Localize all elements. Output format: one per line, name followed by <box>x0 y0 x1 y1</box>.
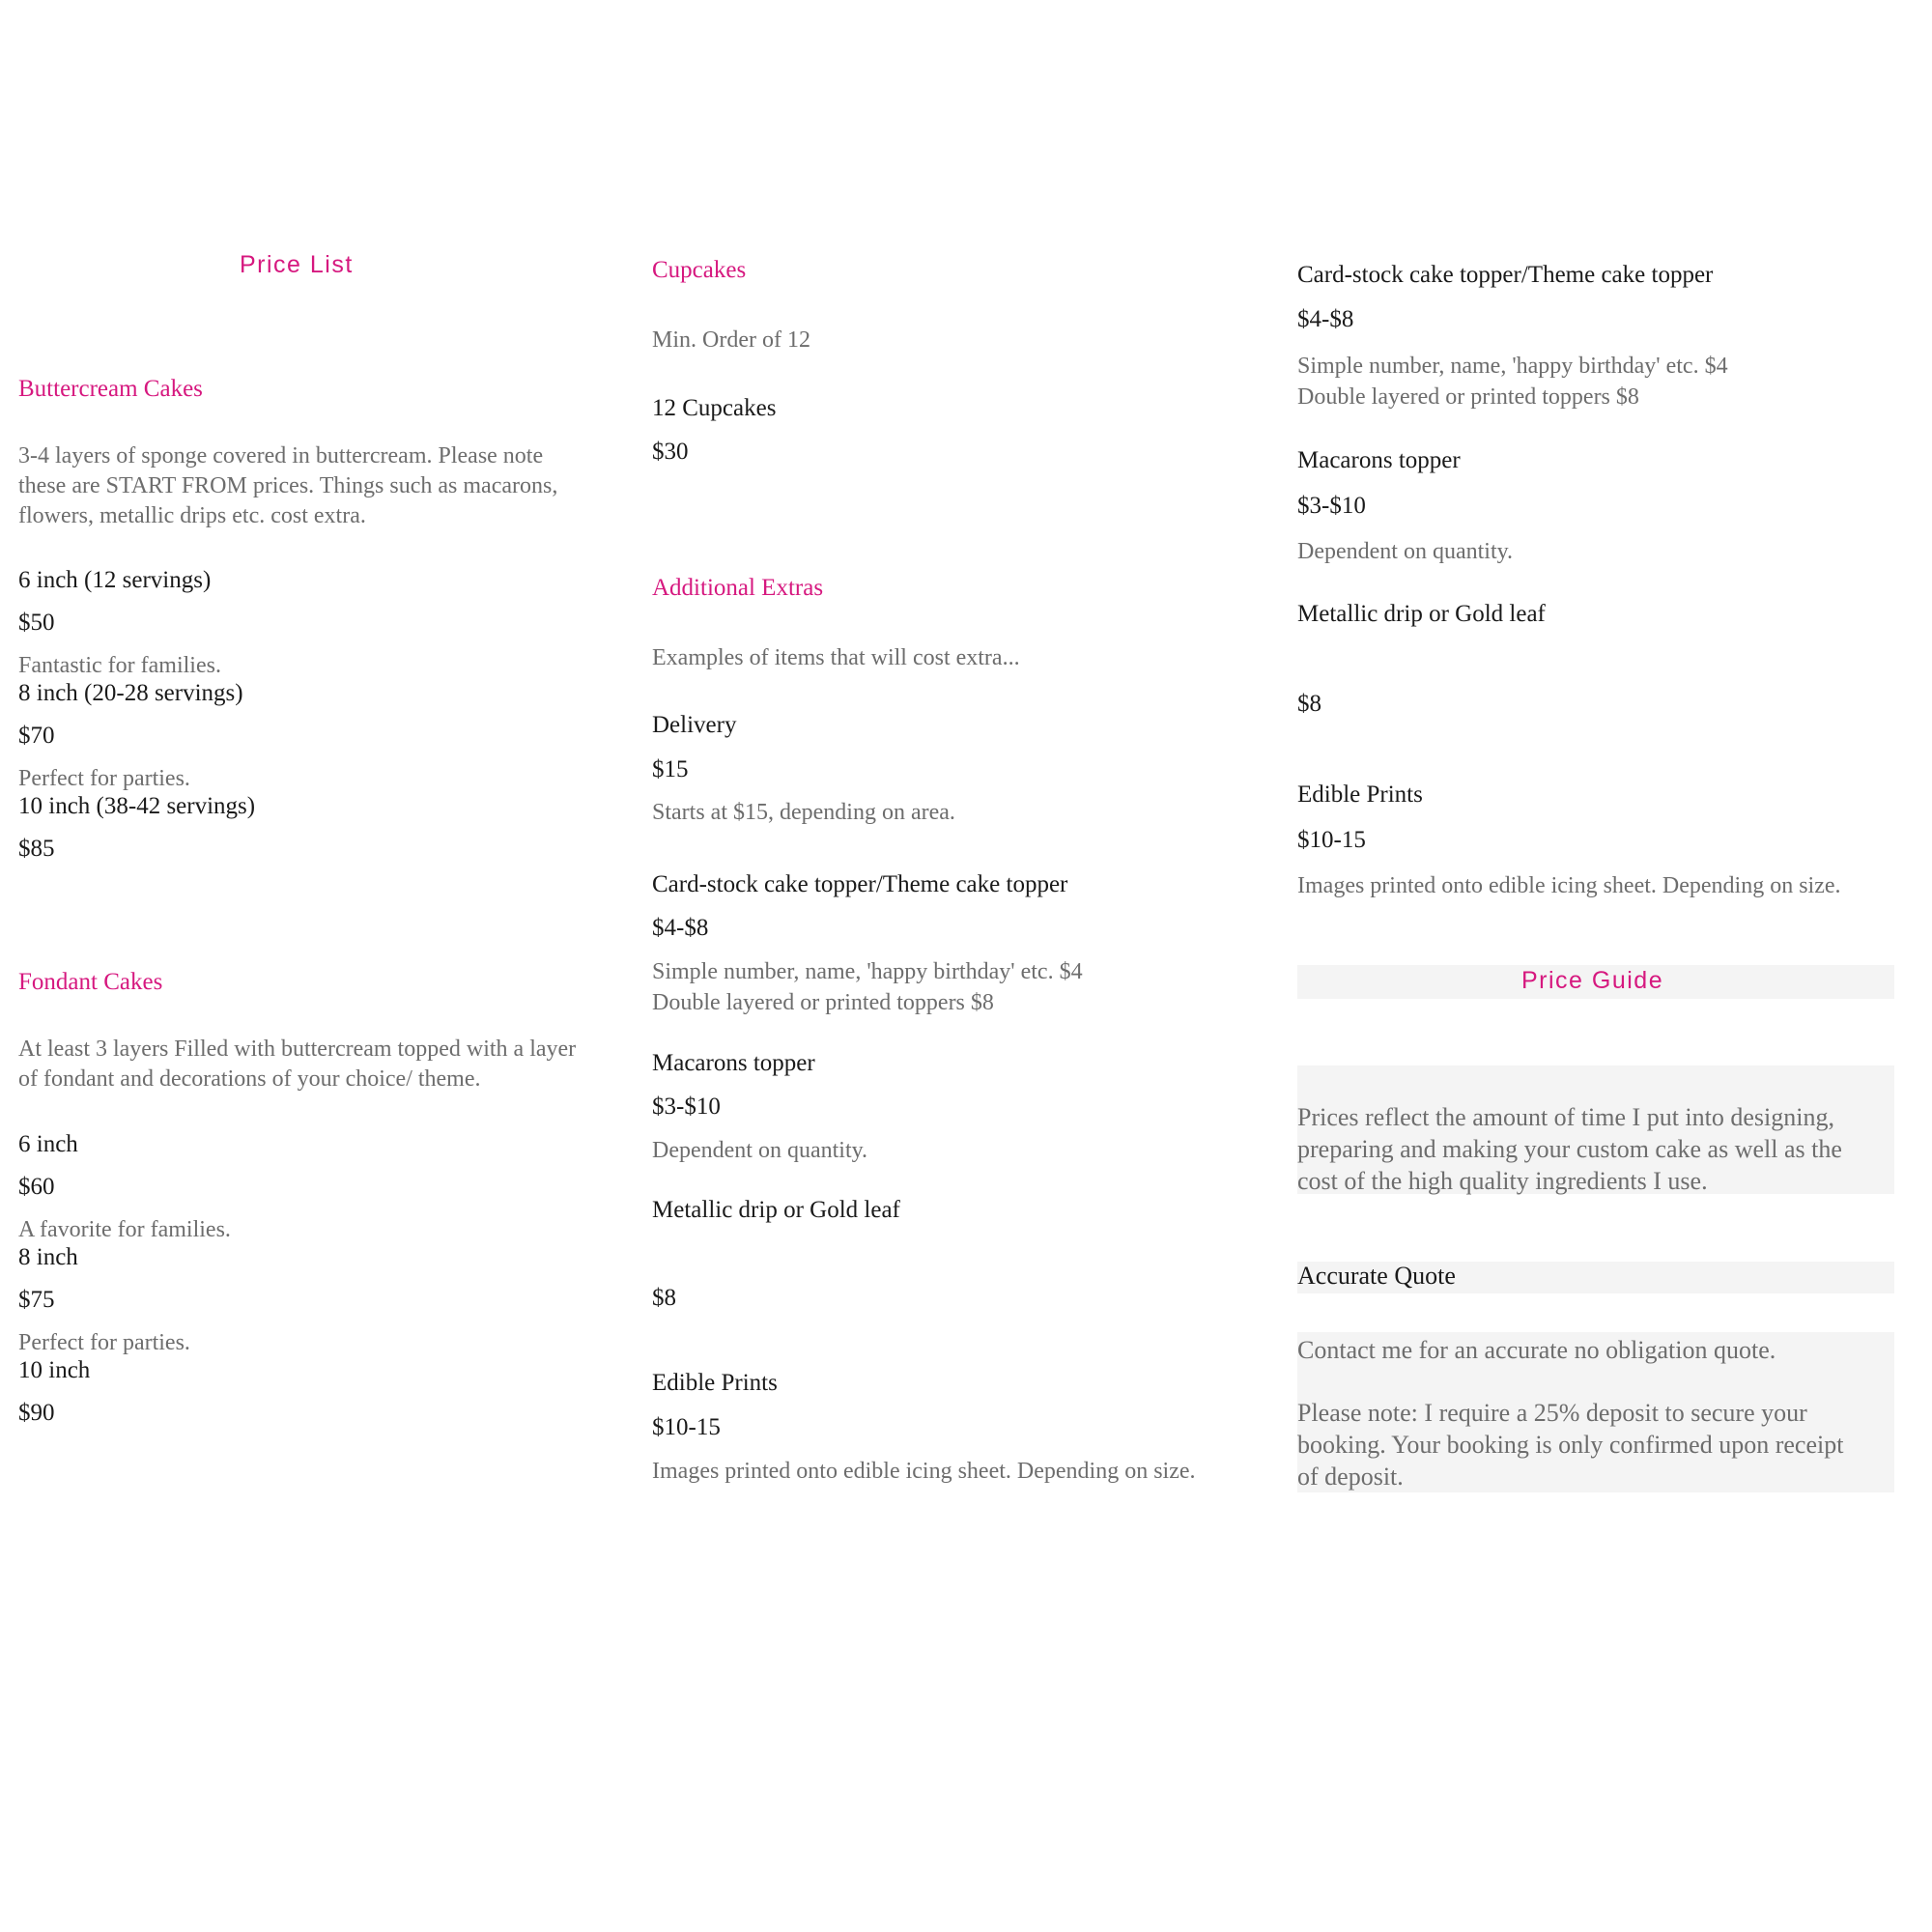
metallic-price: $8 <box>1297 691 1321 717</box>
fondant-desc-1: At least 3 layers Filled with buttercream topped with a layer <box>18 1037 577 1062</box>
buttercream-item-name: 8 inch (20-28 servings) <box>18 680 243 706</box>
delivery-price: $15 <box>652 756 689 782</box>
fondant-heading: Fondant Cakes <box>18 969 163 995</box>
edible-note: Images printed onto edible icing sheet. Depending on size. <box>1297 873 1841 898</box>
edible-price: $10-15 <box>1297 827 1366 853</box>
buttercream-item-price: $70 <box>18 723 55 749</box>
metallic-name: Metallic drip or Gold leaf <box>652 1197 900 1223</box>
deposit-note-2: booking. Your booking is only confirmed upon receipt <box>1297 1431 1844 1459</box>
buttercream-item-note: Fantastic for families. <box>18 653 221 678</box>
column-cupcakes-extras <box>638 0 1283 1932</box>
cupcakes-item-name: 12 Cupcakes <box>652 395 777 421</box>
fondant-item-price: $75 <box>18 1287 55 1313</box>
edible-name: Edible Prints <box>652 1370 778 1396</box>
metallic-price: $8 <box>652 1285 676 1311</box>
deposit-note-1: Please note: I require a 25% deposit to secure your <box>1297 1399 1807 1427</box>
buttercream-item-note: Perfect for parties. <box>18 766 190 791</box>
buttercream-heading: Buttercream Cakes <box>18 376 203 402</box>
macarons-price: $3-$10 <box>652 1094 721 1120</box>
buttercream-desc-1: 3-4 layers of sponge covered in buttercream. Please note <box>18 443 544 469</box>
fondant-item-note: Perfect for parties. <box>18 1330 190 1355</box>
cupcakes-item-price: $30 <box>652 439 689 465</box>
topper-note-2: Double layered or printed toppers $8 <box>1297 384 1639 410</box>
buttercream-desc-3: flowers, metallic drips etc. cost extra. <box>18 503 366 528</box>
deposit-note-3: of deposit. <box>1297 1463 1404 1491</box>
macarons-name: Macarons topper <box>652 1050 815 1076</box>
topper-name: Card-stock cake topper/Theme cake topper <box>652 871 1068 897</box>
buttercream-desc-2: these are START FROM prices. Things such as macarons, <box>18 473 558 498</box>
macarons-note: Dependent on quantity. <box>652 1138 868 1163</box>
topper-note-2: Double layered or printed toppers $8 <box>652 990 994 1015</box>
edible-price: $10-15 <box>652 1414 721 1440</box>
fondant-desc-2: of fondant and decorations of your choice/ theme. <box>18 1066 481 1092</box>
macarons-name: Macarons topper <box>1297 447 1461 473</box>
fondant-item-name: 6 inch <box>18 1131 78 1157</box>
buttercream-item-price: $50 <box>18 610 55 636</box>
delivery-note: Starts at $15, depending on area. <box>652 800 955 825</box>
price-list-title: Price List <box>240 251 354 278</box>
price-guide-desc-3: cost of the high quality ingredients I use. <box>1297 1167 1708 1195</box>
fondant-item-note: A favorite for families. <box>18 1217 231 1242</box>
column-extras-guide <box>1283 0 1932 1932</box>
edible-note: Images printed onto edible icing sheet. Depending on size. <box>652 1459 1196 1484</box>
column-cakes <box>0 0 638 1932</box>
buttercream-item-name: 6 inch (12 servings) <box>18 567 212 593</box>
cupcakes-min-order: Min. Order of 12 <box>652 327 810 353</box>
metallic-name: Metallic drip or Gold leaf <box>1297 601 1546 627</box>
price-guide-desc-1: Prices reflect the amount of time I put into designing, <box>1297 1103 1834 1131</box>
buttercream-item-price: $85 <box>18 836 55 862</box>
quote-heading: Accurate Quote <box>1297 1262 1456 1290</box>
edible-name: Edible Prints <box>1297 781 1423 808</box>
topper-note-1: Simple number, name, 'happy birthday' etc. $4 <box>1297 354 1728 379</box>
macarons-note: Dependent on quantity. <box>1297 539 1514 564</box>
buttercream-item-name: 10 inch (38-42 servings) <box>18 793 256 819</box>
topper-note-1: Simple number, name, 'happy birthday' etc. $4 <box>652 959 1083 984</box>
fondant-item-price: $90 <box>18 1400 55 1426</box>
topper-price: $4-$8 <box>652 915 709 941</box>
topper-name: Card-stock cake topper/Theme cake topper <box>1297 262 1714 288</box>
macarons-price: $3-$10 <box>1297 493 1366 519</box>
extras-heading: Additional Extras <box>652 575 824 601</box>
fondant-item-price: $60 <box>18 1174 55 1200</box>
fondant-item-name: 10 inch <box>18 1357 91 1383</box>
extras-intro: Examples of items that will cost extra... <box>652 645 1020 670</box>
price-guide-desc-2: preparing and making your custom cake as well as the <box>1297 1135 1842 1163</box>
price-guide-heading: Price Guide <box>1521 967 1664 994</box>
cupcakes-heading: Cupcakes <box>652 257 747 283</box>
quote-contact: Contact me for an accurate no obligation quote. <box>1297 1336 1776 1364</box>
delivery-name: Delivery <box>652 712 737 738</box>
topper-price: $4-$8 <box>1297 306 1354 332</box>
fondant-item-name: 8 inch <box>18 1244 78 1270</box>
